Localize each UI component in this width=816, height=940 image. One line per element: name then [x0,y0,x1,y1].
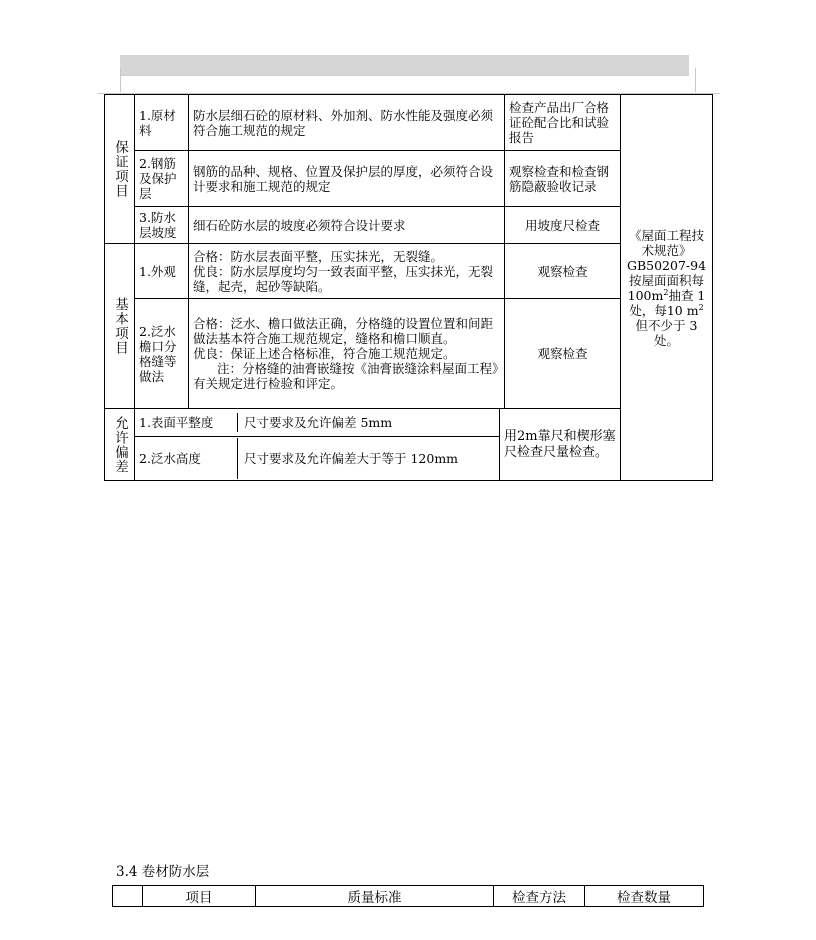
category-basic: 基本项目 [105,244,135,409]
standard-good: 优良：防水层厚度均匀一致表面平整，压实抹光，无裂缝，起壳，起砂等缺陷。 [193,263,494,294]
standard-pass: 合格：防水层表面平整，压实抹光，无裂缝。 [193,248,444,264]
inspection-table [104,94,713,481]
tolerance-item: 2.泛水高度 [135,438,238,479]
standard-cell [189,244,505,299]
category-tolerance: 允许偏差 [105,409,135,481]
quantity-line: GB50207-94 [626,257,707,273]
header-standard: 质量标准 [256,886,494,907]
item-cell [135,437,500,481]
item-cell [135,409,500,437]
quantity-line: 但不少于 3 处。 [635,317,698,348]
method-cell: 观察检查和检查钢筋隐蔽验收记录 [505,151,621,207]
method-cell: 观察检查 [505,299,621,409]
table-header-row [113,886,704,907]
crop-mark-left [120,68,121,92]
quantity-line: 抽查 1处，每10 m [629,287,706,318]
method-cell: 用2m靠尺和楔形塞尺检查尺量检查。 [500,409,621,481]
standard-cell: 细石砼防水层的坡度必须符合设计要求 [189,207,505,244]
page-header-bar [120,55,689,75]
standard-cell [189,299,505,409]
membrane-table [112,885,704,907]
quantity-line: 《屋面工程技术规范》 [629,227,705,258]
quantity-cell [621,95,713,481]
quantity-line: 按屋面面积每 100m [627,272,705,303]
section-title: 3.4 卷材防水层 [116,864,210,880]
method-cell: 检查产品出厂合格证砼配合比和试验报告 [505,95,621,151]
item-cell: 3.防水层坡度 [135,207,189,244]
method-cell: 用坡度尺检查 [505,207,621,244]
header-blank [113,886,143,907]
item-cell: 2.泛水檐口分格缝等做法 [135,299,189,409]
standard-note: 注：分格缝的油膏嵌缝按《油膏嵌缝涂料屋面工程》有关规定进行检验和评定。 [193,361,499,391]
tolerance-item: 1.表面平整度 [135,413,238,432]
item-cell: 1.原材料 [135,95,189,151]
standard-pass: 合格：泛水、檐口做法正确，分格缝的设置位置和间距做法基本符合施工规范规定，缝格和檐口顺直。 [193,316,494,346]
standard-good: 优良：保证上述合格标准，符合施工规范规定。 [193,346,456,361]
header-item: 项目 [143,886,256,907]
standard-cell: 钢筋的品种、规格、位置及保护层的厚度，必须符合设计要求和施工规范的规定 [189,151,505,207]
quantity-sup: 2 [698,302,704,312]
item-cell: 1.外观 [135,244,189,299]
header-quantity: 检查数量 [585,886,704,907]
category-guarantee: 保证项目 [105,95,135,244]
table-row [105,95,713,151]
tolerance-standard: 尺寸要求及允许偏差 5mm [243,415,393,430]
header-method: 检查方法 [494,886,585,907]
method-cell: 观察检查 [505,244,621,299]
standard-cell: 防水层细石砼的原材料、外加剂、防水性能及强度必须符合施工规范的规定 [189,95,505,151]
item-cell: 2.钢筋及保护层 [135,151,189,207]
crop-mark-right [695,68,696,92]
quantity-sup: 2 [663,287,669,297]
page-header-line [120,75,689,76]
tolerance-standard: 尺寸要求及允许偏差大于等于 120mm [243,451,459,466]
